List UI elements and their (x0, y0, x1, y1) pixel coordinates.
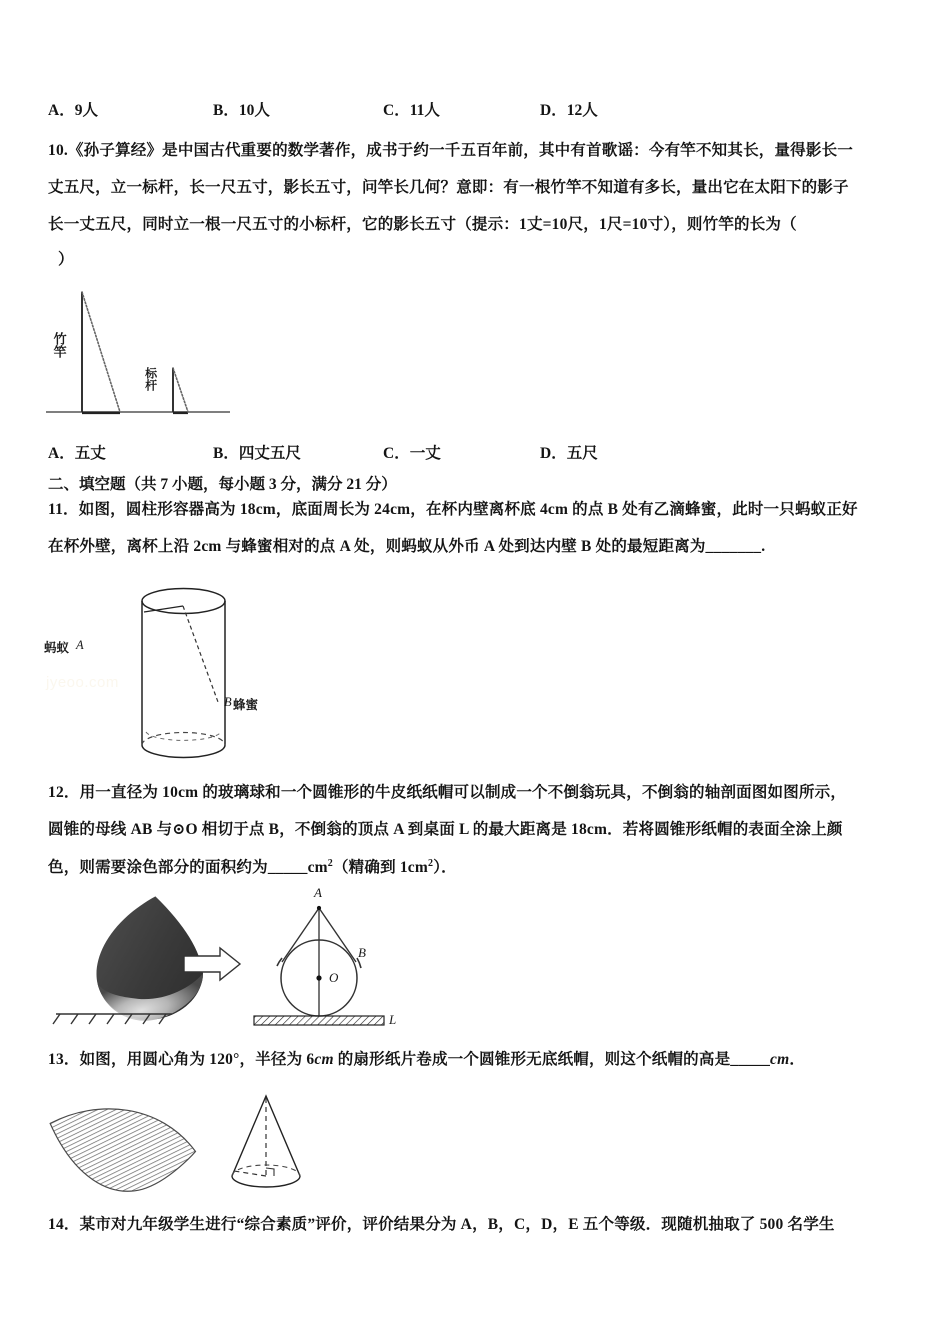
q10-text-line-4: ） (58, 251, 74, 268)
q11-figure-label-point-b: B (224, 695, 232, 709)
q12-text-line-2: 圆锥的母线 AB 与⊙O 相切于点 B，不倒翁的顶点 A 到桌面 L 的最大距离是 18cm．若将圆锥形纸帽的表面全涂上颜 (48, 821, 843, 838)
q11-figure-cylinder (40, 582, 300, 768)
q12-figure-label-b: B (358, 945, 366, 960)
q10-figure-label-bamboo: 竹竿 (51, 332, 67, 358)
q11-text-line-2: 在杯外壁，离杯上沿 2cm 与蜂蜜相对的点 A 处，则蚂蚁从外币 A 处到达内壁 B 处的最短距离为_______. (48, 538, 766, 555)
q12-line3-pre: 色，则需要涂色部分的面积约为 (48, 859, 268, 877)
q14-text-line-1: 14．某市对九年级学生进行“综合素质”评价，评价结果分为 A，B，C，D，E 五个等级．现随机抽取了 500 名学生 (48, 1216, 835, 1233)
q13-text-line-1 (48, 1052, 805, 1068)
q11-figure-label-point-a: A (76, 638, 84, 652)
q10-figure-label-marker: 标杆 (143, 367, 158, 391)
q11-figure-label-ant: 蚂蚁 (44, 641, 70, 655)
q9-option-a: A．9人 (48, 102, 98, 119)
q12-line3-end: ）． (433, 859, 457, 877)
q13-line1-pre: 13．如图，用圆心角为 120°，半径为 6 (48, 1051, 315, 1068)
q10-figure-pole-shadow (40, 272, 260, 432)
q13-line1-em-cm2: cm (770, 1051, 790, 1068)
q10-option-a: A．五丈 (48, 445, 106, 462)
q11-figure-label-honey: 蜂蜜 (233, 698, 259, 712)
section-2-heading: 二、填空题（共 7 小题，每小题 3 分，满分 21 分） (48, 476, 397, 493)
q10-text-line-3: 长一丈五尺，同时立一根一尺五寸的小标杆，它的影长五寸（提示：1丈=10尺，1尺=10寸），则竹竿的长为（ (48, 216, 797, 233)
q12-text-line-1: 12．用一直径为 10cm 的玻璃球和一个圆锥形的牛皮纸纸帽可以制成一个不倒翁玩具，不倒翁的轴剖面图如图所示， (48, 784, 847, 801)
q10-text-line-2: 丈五尺，立一标杆，长一尺五寸，影长五寸，问竿长几何？意即：有一根竹竿不知道有多长，量出它在太阳下的影子 (48, 179, 849, 196)
q12-figure-label-a: A (314, 885, 322, 900)
q12-figure-label-l: L (389, 1012, 397, 1027)
q12-figure-label-o: O (329, 970, 339, 985)
q12-line3-sup: 2 (327, 858, 333, 869)
q12-line3-sup2: 2 (428, 858, 434, 869)
q13-line1-mid: 的扇形纸片卷成一个圆锥形无底纸帽，则这个纸帽的高是 (333, 1051, 731, 1068)
q10-option-c: C．一丈 (383, 445, 441, 462)
q9-option-b: B．10人 (213, 102, 270, 119)
q10-option-d: D．五尺 (540, 445, 598, 462)
q9-option-c: C．11人 (383, 102, 440, 119)
q10-option-b: B．四丈五尺 (213, 445, 301, 462)
q12-line3-post: （精确到 1cm (332, 859, 428, 877)
q12-line3-unit: cm (307, 859, 328, 877)
q10-text-line-1: 10.《孙子算经》是中国古代重要的数学著作，成书于约一千五百年前，其中有首歌谣：今有竿不知其长，量得影长一 (48, 142, 853, 159)
watermark-text: jyeoo.com (46, 674, 119, 691)
q12-text-line-3 (48, 859, 457, 876)
q12-figure-tumbler (44, 885, 424, 1038)
q13-line1-end: ． (789, 1051, 806, 1068)
q9-option-d: D．12人 (540, 102, 598, 119)
q12-line3-blank: _____ (267, 859, 308, 877)
q13-line1-blank: _____ (730, 1051, 771, 1068)
q13-line1-em-cm1: cm (314, 1051, 334, 1068)
q11-text-line-1: 11．如图，圆柱形容器高为 18cm，底面周长为 24cm，在杯内壁离杯底 4cm 的点 B 处有乙滴蜂蜜，此时一只蚂蚁正好 (48, 501, 858, 518)
q13-figure-sector-cone (44, 1090, 344, 1200)
